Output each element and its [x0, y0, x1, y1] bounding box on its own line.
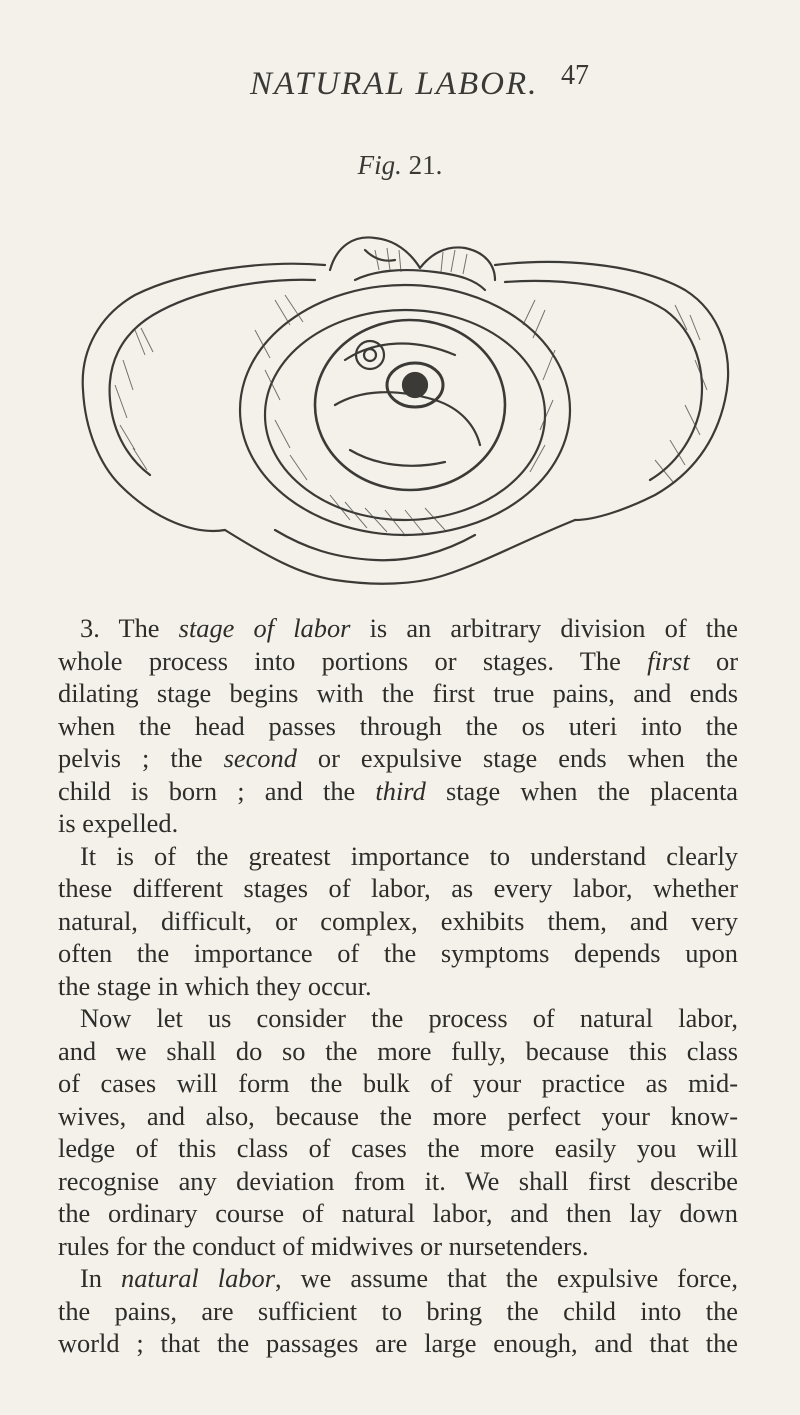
text-line: ledge of this class of cases the more easily you will: [58, 1133, 738, 1163]
italic-term: stage of labor: [178, 613, 351, 643]
text-line: It is of the greatest importance to understand clearly: [80, 840, 738, 871]
text-line: world ; that the passages are large enough, and that the: [58, 1328, 738, 1358]
italic-term: natural labor: [121, 1263, 275, 1293]
text-line: the stage in which they occur.: [58, 970, 372, 1001]
text-line: child is born ; and the third stage when the placenta: [58, 775, 738, 806]
figure-caption-prefix: Fig.: [357, 150, 402, 180]
body-paragraphs: [58, 612, 738, 1360]
pelvic-inlet: [240, 285, 570, 535]
text-line: wives, and also, because the more perfect your know-: [58, 1100, 738, 1131]
text-line: rules for the conduct of midwives or nursetenders.: [58, 1230, 589, 1261]
italic-term: second: [223, 743, 297, 773]
text-line: In natural labor, we assume that the expulsive force,: [80, 1263, 738, 1293]
text-line: of cases will form the bulk of your practice as mid-: [58, 1068, 738, 1098]
text-line: and we shall do so the more fully, because this class: [58, 1035, 738, 1066]
text-line: natural, difficult, or complex, exhibits them, and very: [58, 905, 738, 936]
pubic-arch: [225, 520, 575, 584]
text-line: pelvis ; the second or expulsive stage ends when the: [58, 743, 739, 773]
text-line: these different stages of labor, as every labor, whether: [58, 873, 738, 903]
running-head: [0, 60, 800, 104]
text-line: when the head passes through the os uteri into the: [58, 710, 738, 741]
sacrum-top: [330, 237, 495, 280]
pelvis-illustration: [75, 190, 735, 600]
page-number: 47: [561, 60, 589, 91]
right-iliac-wing: [495, 262, 728, 520]
text-line: Now let us consider the process of natural labor,: [80, 1003, 738, 1033]
text-line: 3. The stage of labor is an arbitrary division of the: [80, 613, 739, 643]
figure-caption: [0, 150, 800, 181]
figure-caption-number: 21.: [408, 150, 443, 180]
text-line: recognise any deviation from it. We shall first describe: [58, 1165, 738, 1196]
text-line: whole process into portions or stages. The first or: [58, 645, 738, 676]
pelvis-engraving: [75, 190, 735, 600]
text-line: dilating stage begins with the first true pains, and ends: [58, 678, 738, 708]
text-line: the ordinary course of natural labor, and then lay down: [58, 1198, 738, 1228]
text-line: the pains, are sufficient to bring the child into the: [58, 1295, 738, 1326]
italic-term: third: [375, 775, 426, 806]
fetal-head: [315, 320, 505, 490]
italic-term: first: [647, 645, 690, 676]
running-title: NATURAL LABOR.: [250, 66, 539, 102]
text-line: is expelled.: [58, 808, 179, 838]
text-line: often the importance of the symptoms depends upon: [58, 938, 738, 968]
